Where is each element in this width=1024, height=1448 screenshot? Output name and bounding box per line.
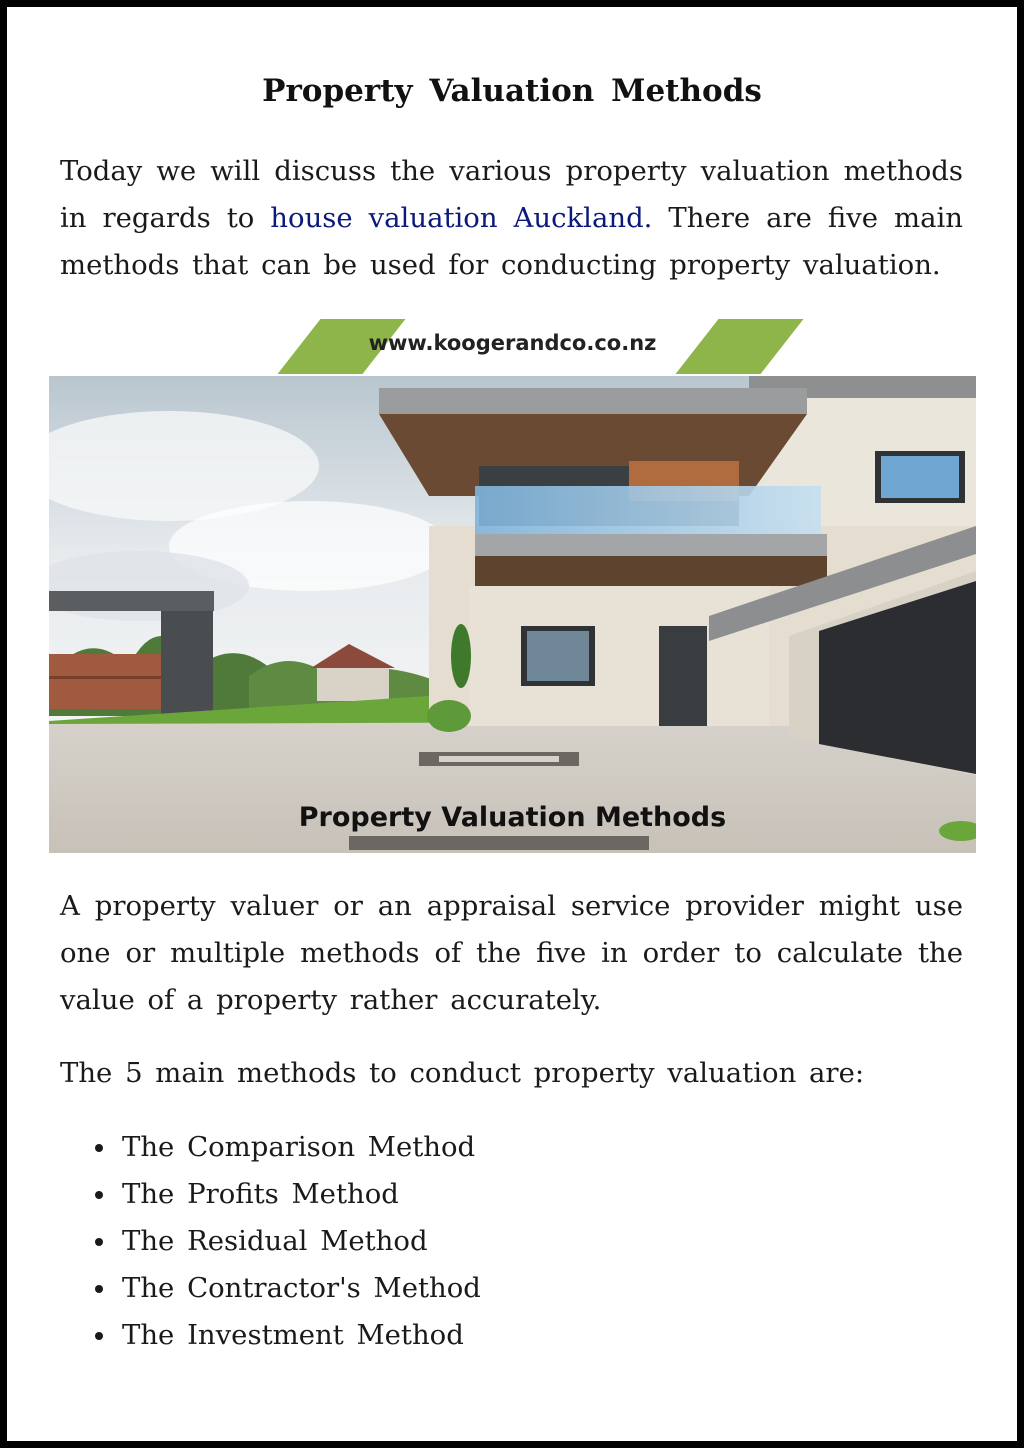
method-label: The Contractor's Method xyxy=(122,1272,481,1304)
bullet-icon xyxy=(95,1332,103,1340)
method-label: The Investment Method xyxy=(122,1319,464,1351)
method-label: The Comparison Method xyxy=(122,1131,476,1163)
method-label: The Profits Method xyxy=(122,1178,399,1210)
intro-text-before-link: Today we will discuss the various property valuation methods in regards to xyxy=(60,155,963,234)
hero-banner xyxy=(49,319,976,853)
intro-paragraph xyxy=(60,148,963,289)
intro-text-after-link: There are five main methods that can be used for conducting property valuation. xyxy=(60,202,963,281)
methods-list xyxy=(60,1124,481,1359)
list-item xyxy=(60,1312,481,1359)
list-item xyxy=(60,1171,481,1218)
banner-site-url: www.koogerandco.co.nz xyxy=(368,331,657,355)
methods-intro-paragraph: The 5 main methods to conduct property valuation are: xyxy=(60,1057,865,1089)
list-item xyxy=(60,1218,481,1265)
bullet-icon xyxy=(95,1238,103,1246)
banner-caption: Property Valuation Methods xyxy=(298,802,727,833)
method-label: The Residual Method xyxy=(122,1225,428,1257)
house-photo xyxy=(49,376,976,853)
document-title: Property Valuation Methods xyxy=(262,73,762,109)
bullet-icon xyxy=(95,1285,103,1293)
list-item xyxy=(60,1124,481,1171)
list-item xyxy=(60,1265,481,1312)
appraisal-paragraph: A property valuer or an appraisal service provider might use one or multiple methods of the five in order to calculate the value of a property rather accurately. xyxy=(60,890,963,1016)
bullet-icon xyxy=(95,1191,103,1199)
bullet-icon xyxy=(95,1144,103,1152)
house-valuation-auckland-link[interactable]: house valuation Auckland. xyxy=(270,202,653,234)
